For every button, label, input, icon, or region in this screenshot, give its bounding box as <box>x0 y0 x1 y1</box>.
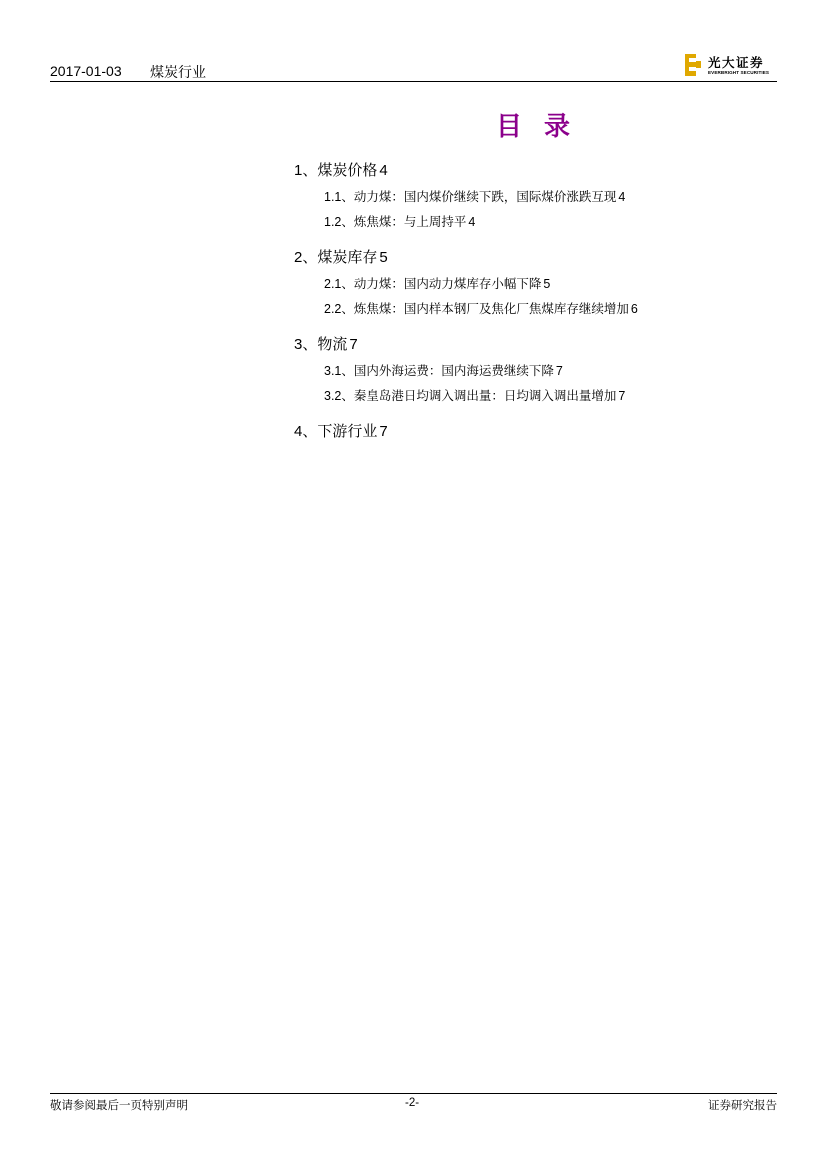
footer-divider <box>50 1093 777 1094</box>
header-divider <box>50 81 777 82</box>
toc-entry-number: 3.2、 <box>324 389 354 403</box>
page-number: -2- <box>405 1097 420 1109</box>
toc-entry-number: 3、 <box>294 336 318 353</box>
toc-entry-page: 4 <box>379 162 388 179</box>
toc-entry-page: 4 <box>618 190 626 204</box>
toc-entry-page: 6 <box>630 302 638 316</box>
industry-label: 煤炭行业 <box>150 65 206 81</box>
toc-entry-page: 5 <box>379 249 388 266</box>
report-date: 2017-01-03 <box>50 63 122 79</box>
toc-entry-title: 煤炭库存 <box>317 248 378 266</box>
toc-entry-title: 煤炭价格 <box>317 161 378 179</box>
disclaimer-note: 敬请参阅最后一页特别声明 <box>50 1098 188 1112</box>
toc-entry-title: 下游行业 <box>317 422 378 440</box>
toc-entry-page: 7 <box>618 389 626 403</box>
toc-entry-page: 7 <box>349 336 358 353</box>
toc-entry-number: 1、 <box>294 162 318 179</box>
toc-entry-title: 动力煤：国内煤价继续下跌，国际煤价涨跌互现 <box>353 189 617 204</box>
toc-entry-title: 国内外海运费：国内海运费继续下降 <box>353 363 554 378</box>
toc-entry-title: 秦皇岛港日均调入调出量：日均调入调出量增加 <box>353 388 617 403</box>
toc-entry-number: 4、 <box>294 423 318 440</box>
toc-entry-page: 5 <box>543 277 551 291</box>
toc-entry-page: 7 <box>379 423 388 440</box>
toc-entry-number: 1.1、 <box>324 190 354 204</box>
company-logo <box>684 53 778 79</box>
toc-entry-number: 2.1、 <box>324 277 354 291</box>
logo-english-text: EVERBRIGHT SECURITIES <box>708 70 770 75</box>
toc-entry-page: 4 <box>468 215 476 229</box>
toc-entry-number: 3.1、 <box>324 364 354 378</box>
toc-entry-title: 物流 <box>317 335 348 353</box>
logo-chinese-text: 光大证券 <box>708 55 765 70</box>
toc-entry-title: 炼焦煤：与上周持平 <box>353 214 467 229</box>
toc-title: 目录 <box>496 112 593 142</box>
toc-entry-number: 1.2、 <box>324 215 354 229</box>
toc-entry-title: 动力煤：国内动力煤库存小幅下降 <box>353 276 542 291</box>
logo-mark-icon <box>684 53 702 77</box>
toc-entry-number: 2、 <box>294 249 318 266</box>
toc-entry-number: 2.2、 <box>324 302 354 316</box>
toc-entry-page: 7 <box>555 364 563 378</box>
report-type: 证券研究报告 <box>708 1098 777 1112</box>
toc-entry-title: 炼焦煤：国内样本钢厂及焦化厂焦煤库存继续增加 <box>353 301 629 316</box>
